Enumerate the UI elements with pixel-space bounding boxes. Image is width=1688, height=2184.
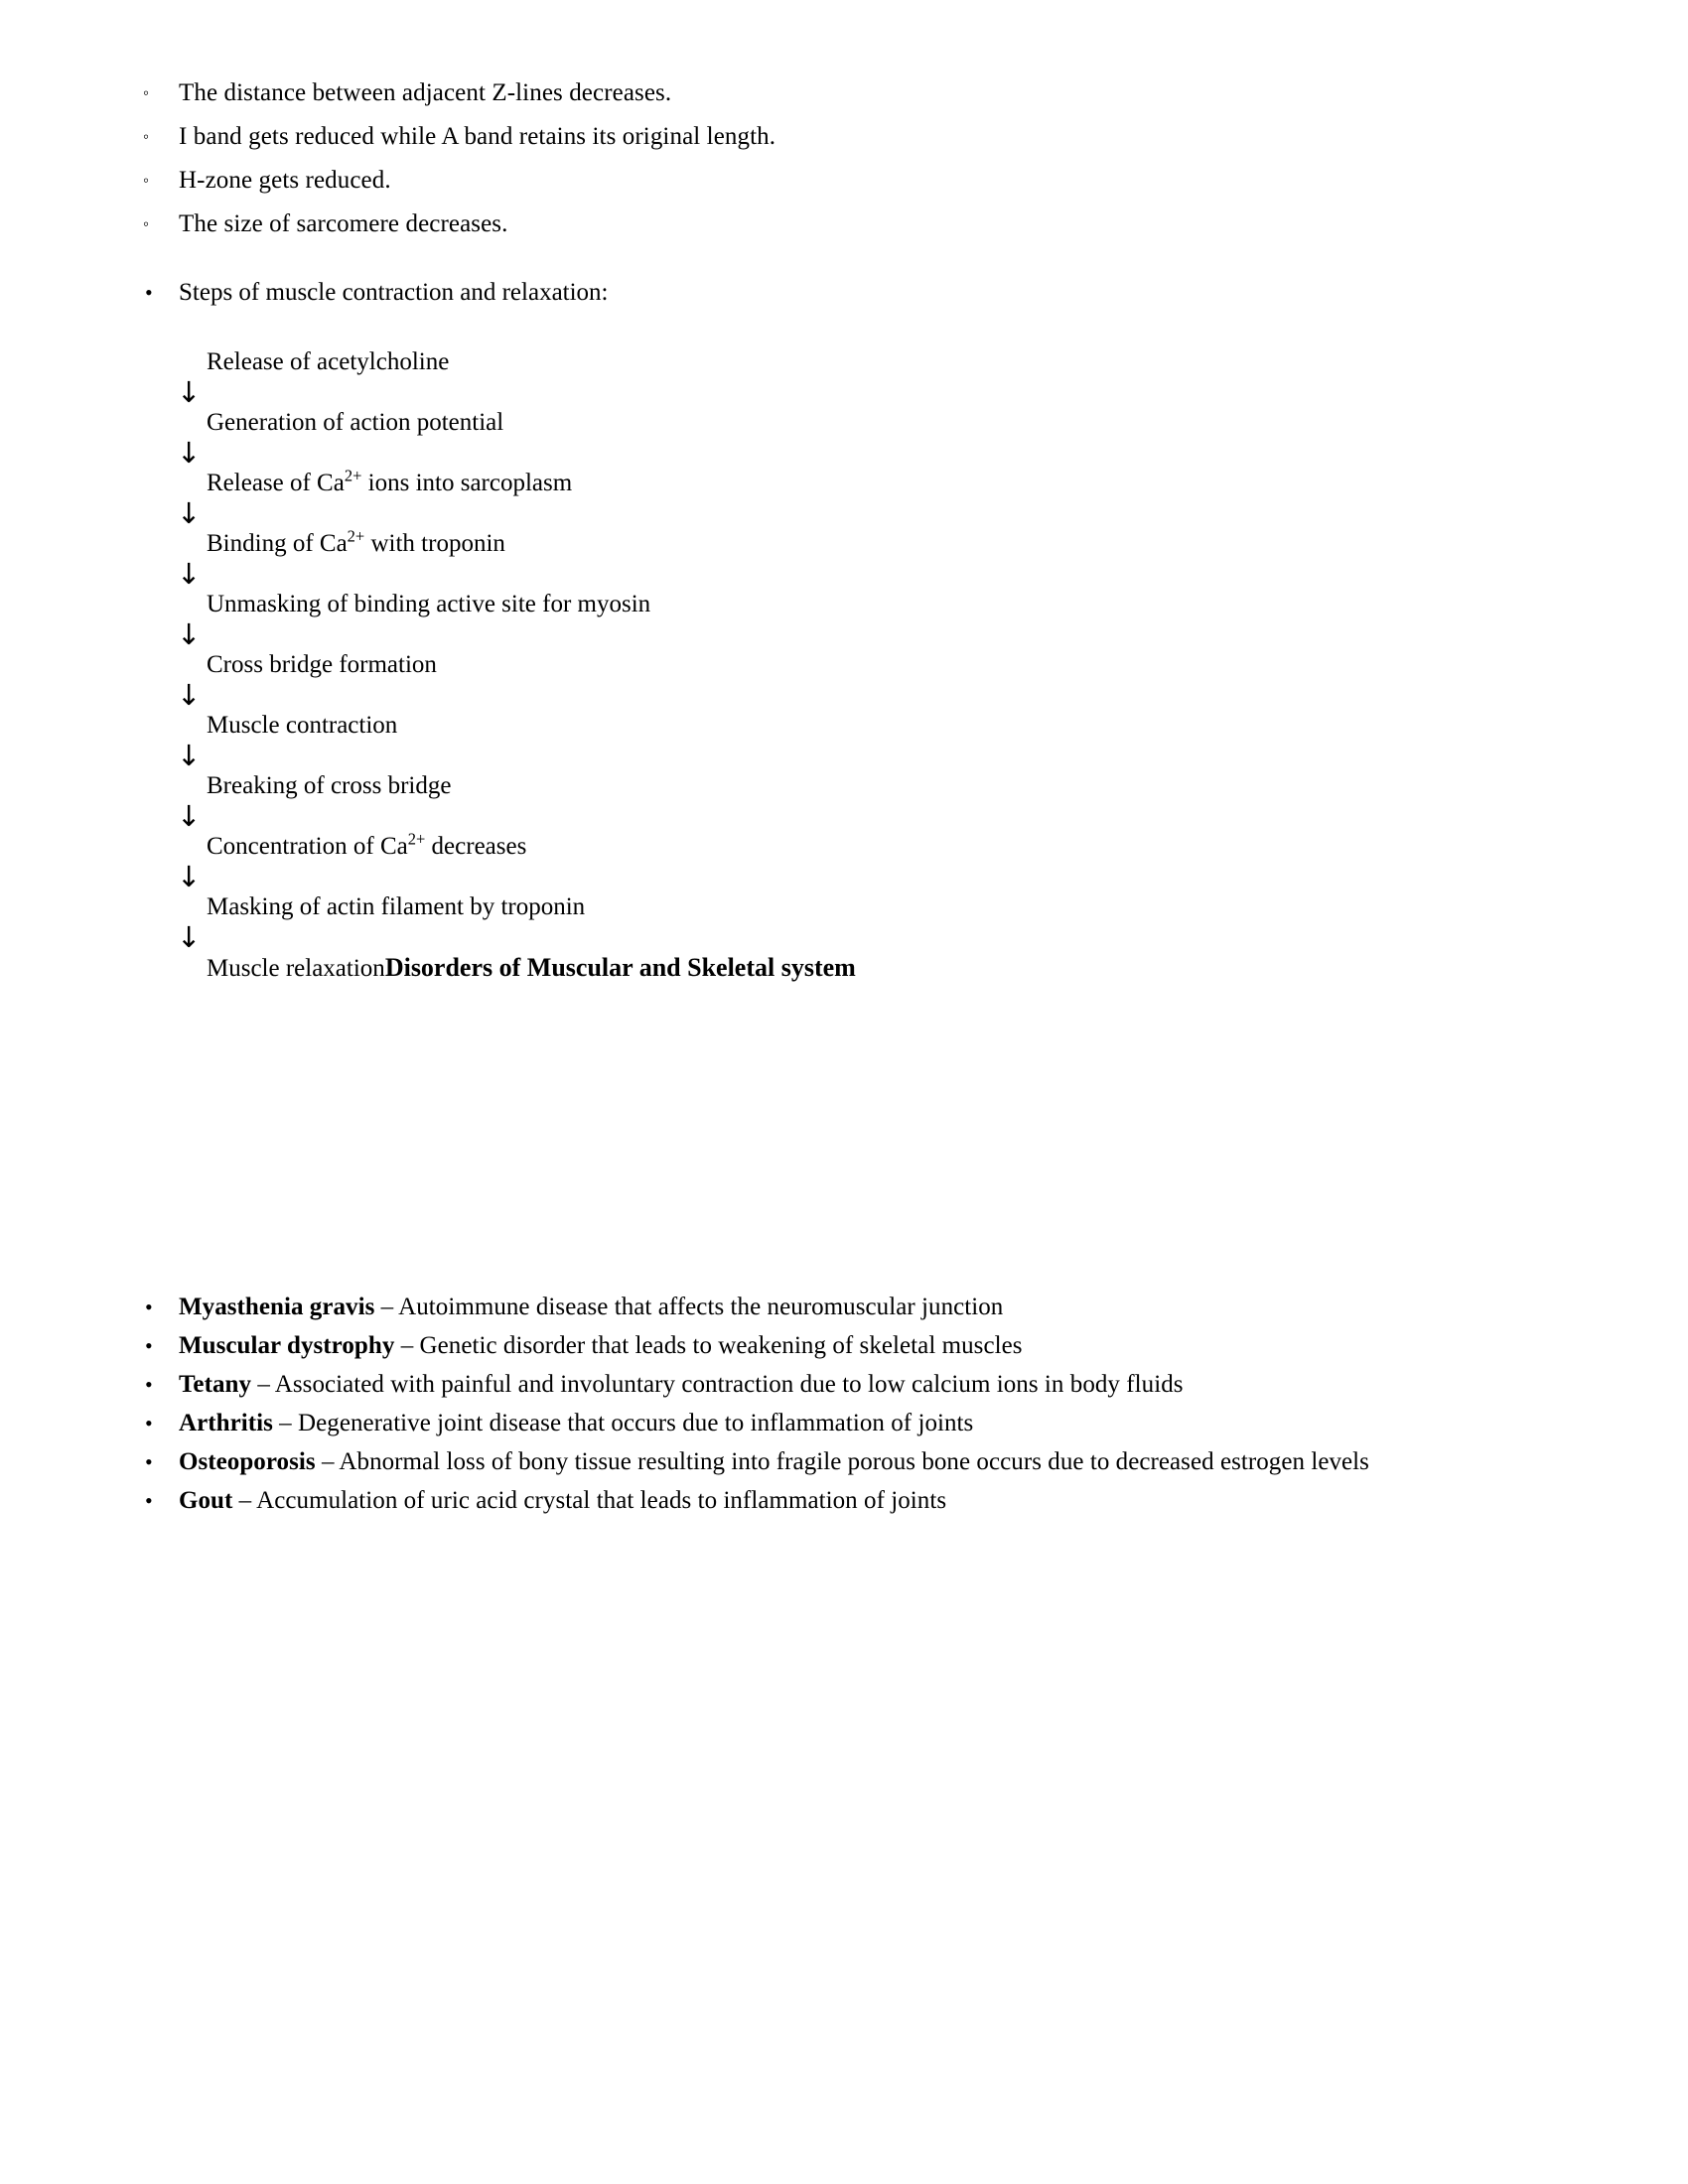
list-item <box>139 71 1529 115</box>
flow-step-text: Cross bridge formation <box>207 651 437 678</box>
flow-step <box>207 526 1497 559</box>
bullet-icon: • <box>145 280 153 305</box>
disorder-description: – Genetic disorder that leads to weakening of skeletal muscles <box>394 1332 1023 1359</box>
flow-step-text: Binding of Ca <box>207 530 348 557</box>
down-arrow-icon: ↓ <box>177 557 202 591</box>
flow-step <box>207 590 1497 619</box>
list-item <box>139 1442 1549 1481</box>
flow-step-text: Release of Ca <box>207 470 345 496</box>
down-arrow-icon: ↓ <box>177 678 202 712</box>
flow-step <box>207 711 1497 741</box>
down-arrow-icon: ↓ <box>177 617 202 651</box>
disorder-description: – Abnormal loss of bony tissue resulting into fragile porous bone occurs due to decreased estrogen levels <box>315 1448 1369 1475</box>
disorder-name: Gout <box>179 1487 233 1514</box>
flow-step <box>207 829 1497 862</box>
flow-step <box>207 953 1497 983</box>
charge-superscript: 2+ <box>347 526 365 546</box>
list-item <box>139 1365 1549 1404</box>
disorder-name: Osteoporosis <box>179 1448 316 1475</box>
hollow-bullet-icon: ◦ <box>143 83 150 102</box>
list-item <box>139 1481 1549 1520</box>
flow-step <box>207 892 1497 922</box>
list-item <box>139 159 1529 203</box>
bullet-icon: • <box>145 1411 153 1435</box>
hollow-bullet-icon: ◦ <box>143 127 150 146</box>
disorder-name: Tetany <box>179 1371 252 1398</box>
disorder-name: Arthritis <box>179 1410 273 1436</box>
flow-step-text: Muscle contraction <box>207 712 398 739</box>
list-item-text: The distance between adjacent Z-lines decreases. <box>179 79 672 106</box>
bullet-icon: • <box>145 1488 153 1513</box>
list-item <box>139 115 1529 159</box>
section-heading-disorders: Disorders of Muscular and Skeletal system <box>384 953 856 982</box>
bullet-icon: • <box>145 1372 153 1397</box>
flow-step <box>207 347 1497 377</box>
flow-step <box>207 466 1497 498</box>
flow-step-text: Muscle relaxation <box>207 955 385 982</box>
down-arrow-icon: ↓ <box>177 860 202 893</box>
down-arrow-icon: ↓ <box>177 739 202 772</box>
charge-superscript: 2+ <box>344 466 362 485</box>
flow-step-text: Masking of actin filament by troponin <box>207 893 586 920</box>
down-arrow-icon: ↓ <box>177 496 202 530</box>
flow-step <box>207 408 1497 438</box>
disorders-list <box>139 1288 1549 1520</box>
list-item <box>139 1404 1549 1442</box>
disorder-name: Myasthenia gravis <box>179 1294 375 1320</box>
flow-step-text-cont: with troponin <box>364 530 505 557</box>
muscle-contraction-flowchart <box>177 347 1497 983</box>
flow-step-text-cont: decreases <box>425 833 527 860</box>
flow-step-text: Release of acetylcholine <box>207 348 450 375</box>
disorder-description: – Associated with painful and involuntary contraction due to low calcium ions in body fluids <box>251 1371 1184 1398</box>
flow-step-text: Generation of action potential <box>207 409 504 436</box>
hollow-bullet-icon: ◦ <box>143 171 150 190</box>
disorder-name: Muscular dystrophy <box>179 1332 395 1359</box>
bullet-icon: • <box>145 1449 153 1474</box>
charge-superscript: 2+ <box>407 829 426 849</box>
down-arrow-icon: ↓ <box>177 436 202 470</box>
bullet-icon: • <box>145 1333 153 1358</box>
flow-step-text: Breaking of cross bridge <box>207 772 452 799</box>
bullet-icon: • <box>145 1295 153 1319</box>
flow-step-text: Concentration of Ca <box>207 833 408 860</box>
disorder-description: – Autoimmune disease that affects the neuromuscular junction <box>374 1294 1004 1320</box>
list-item <box>139 1326 1549 1365</box>
sarcomere-changes-list <box>139 71 1529 246</box>
down-arrow-icon: ↓ <box>177 920 202 954</box>
down-arrow-icon: ↓ <box>177 375 202 409</box>
flow-step <box>207 650 1497 680</box>
steps-heading-text: Steps of muscle contraction and relaxation: <box>179 279 609 306</box>
disorder-description: – Accumulation of uric acid crystal that leads to inflammation of joints <box>232 1487 947 1514</box>
steps-heading-bullet <box>139 275 1569 311</box>
disorder-description: – Degenerative joint disease that occurs due to inflammation of joints <box>272 1410 974 1436</box>
list-item <box>139 1288 1549 1326</box>
hollow-bullet-icon: ◦ <box>143 214 150 233</box>
flow-step <box>207 771 1497 801</box>
list-item <box>139 203 1529 246</box>
flow-step-text-cont: ions into sarcoplasm <box>361 470 573 496</box>
list-item-text: I band gets reduced while A band retains its original length. <box>179 123 776 150</box>
flow-step-text: Unmasking of binding active site for myosin <box>207 591 651 617</box>
down-arrow-icon: ↓ <box>177 799 202 833</box>
list-item-text: The size of sarcomere decreases. <box>179 210 508 237</box>
list-item-text: H-zone gets reduced. <box>179 167 391 194</box>
